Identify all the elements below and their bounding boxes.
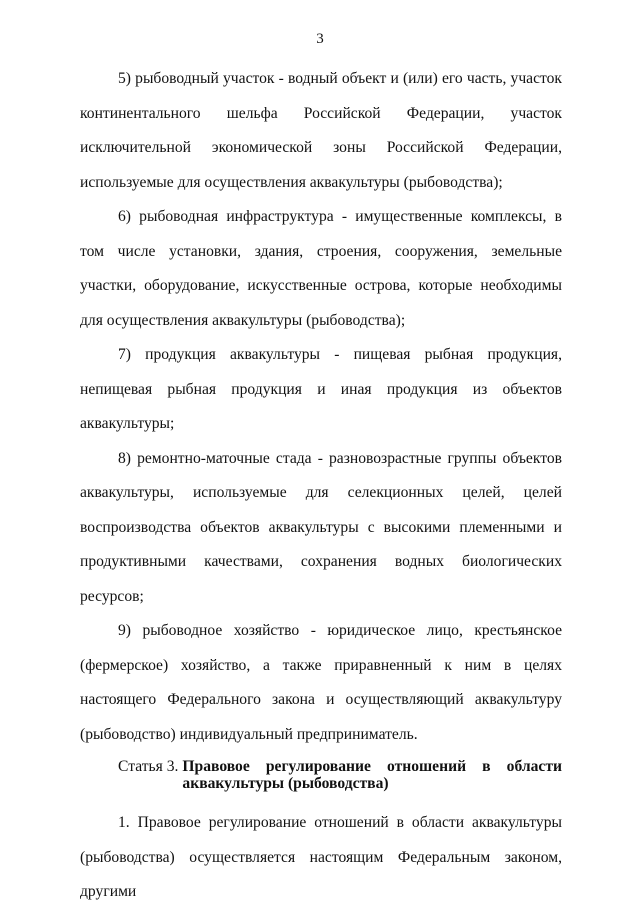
list-item-7: 7) продукция аквакультуры - пищевая рыбная продукция, непищевая рыбная продукция и иная продукция из объектов аквакультуры;: [80, 346, 562, 432]
page-number: 3: [316, 31, 324, 47]
list-item-8: 8) ремонтно-маточные стада - разновозрастные группы объектов аквакультуры, используемые для селекционных целей, целей воспроизводства объектов аквакультуры с высокими племенными и продуктивными качествами, сохранения водных биологических ресурсов;: [80, 449, 562, 605]
article-title: Правовое регулирование отношений в области аквакультуры (рыбоводства): [182, 758, 562, 792]
list-item-6: 6) рыбоводная инфраструктура - имущественные комплексы, в том числе установки, здания, строения, сооружения, земельные участки, оборудование, искусственные острова, которые необходимы для осуществления аквакультуры (рыбоводства);: [80, 208, 562, 329]
list-item-9: 9) рыбоводное хозяйство - юридическое лицо, крестьянское (фермерское) хозяйство, а также приравненный к ним в целях настоящего Федерального закона и осуществляющий аквакультуру (рыбоводство) индивидуальный предприниматель.: [80, 622, 562, 743]
article-paragraph: 1. Правовое регулирование отношений в области аквакультуры (рыбоводства) осуществляется настоящим Федеральным законом, другими: [80, 814, 562, 900]
article-heading: [80, 758, 562, 792]
list-item-5: 5) рыбоводный участок - водный объект и (или) его часть, участок континентального шельфа Российской Федерации, участок исключительной экономической зоны Российской Федерации, используемые для осуществления аквакультуры (рыбоводства);: [80, 70, 562, 191]
document-body: [80, 62, 562, 910]
article-label: Статья 3.: [118, 758, 179, 775]
